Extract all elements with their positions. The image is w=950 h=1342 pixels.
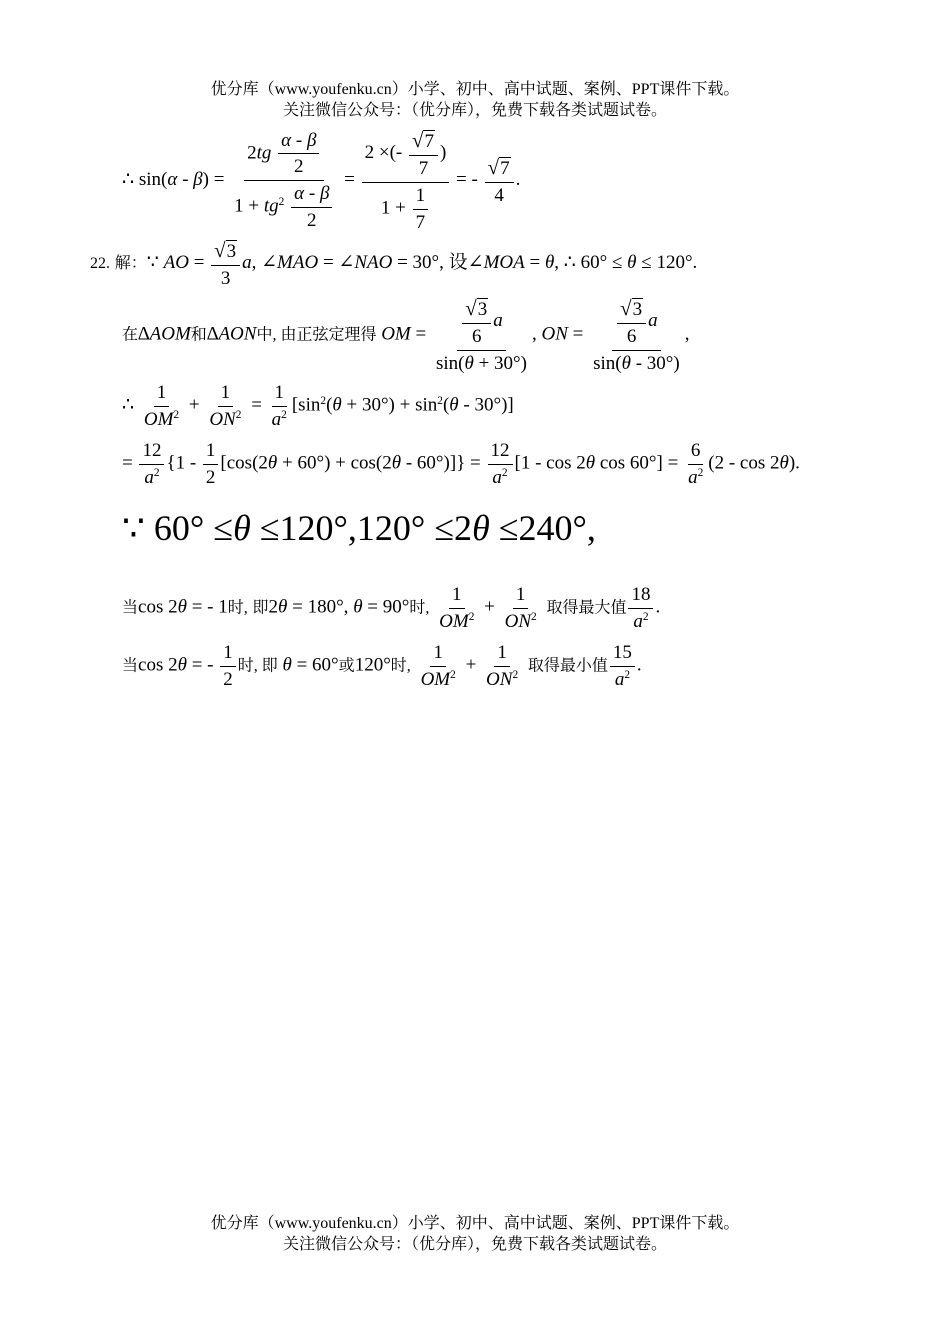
- footer-line-1: 优分库（www.youfenku.cn）小学、初中、高中试题、案例、PPT课件下载。: [210, 1215, 740, 1232]
- formula-sine-rule: 在∆AOM和∆AON中, 由正弦定理得 OM = $\frac{√3}{6}$ a sin(θ + 30°) , ON = $\frac{√3}{6}$ a sin(θ - 30°) ,: [122, 296, 690, 374]
- text-max: 取得最大值: [546, 599, 627, 617]
- header-line-1: 优分库（www.youfenku.cn）小学、初中、高中试题、案例、PPT课件下载。: [210, 81, 740, 98]
- footer-line-2: 关注微信公众号：（优分库），免费下载各类试题试卷。: [282, 1236, 667, 1253]
- text-in: 在: [122, 326, 139, 344]
- formula-simplification: = $\frac{12}{a^2}$ {1 - $\frac{1}{2}$ [cos(2θ + 60°) + cos(2θ - 60°)]} = $\frac{12}{a^2}$ [1 - cos 2θ cos 60°] = $\frac{6}{a^2}$ (2 - cos 2θ).: [122, 440, 800, 488]
- formula-maximum: 当cos 2θ = - 1时, 即2θ = 180°, θ = 90°时, $\frac{1}{OM^2}$ + $\frac{1}{ON^2}$ 取得最大值 $\frac{18}{a^2}$ .: [122, 584, 661, 632]
- formula-reciprocal-sum: ∴ $\frac{1}{OM^2}$ + $\frac{1}{ON^2}$ = $\frac{1}{a^2}$ $[\sin^2(\theta + 30^\circ) + \sin^2(\theta - 30^\circ)]$: [122, 382, 514, 430]
- text-middle: 中, 由正弦定理得: [256, 326, 377, 344]
- solve-label: 解：: [114, 255, 147, 273]
- header-line-2: 关注微信公众号：（优分库），免费下载各类试题试卷。: [282, 102, 667, 119]
- formula-ao-given: 22. 解：∵ AO = $\frac{√3}{3}$ a, ∠MAO = ∠NAO = 30°, 设∠MOA = θ, ∴ 60° ≤ θ ≤ 120°.: [90, 238, 698, 289]
- text-and: 和: [190, 326, 207, 344]
- text-min: 取得最小值: [527, 657, 608, 675]
- formula-theta-range: ∵ 60° ≤θ ≤120°,120° ≤2θ ≤240°,: [122, 508, 596, 548]
- page-footer: [0, 1213, 950, 1255]
- problem-number: 22.: [90, 255, 110, 273]
- text-when: 当: [122, 599, 139, 617]
- text-or: 或: [338, 657, 355, 675]
- text-time: 时,: [227, 599, 248, 617]
- formula-sin-alpha-minus-beta: ∴ sin(α - β) = 2tg $\frac{\alpha - \beta}{2}$ $1 + tg^2$ $\frac{\alpha - \beta}{2}$ = 2 ×(- $\frac{√7}{7}$ ) 1 + $\frac{1}{7}$ = - $\frac{√7}{4}$ .: [122, 128, 521, 233]
- formula-minimum: 当cos 2θ = - $\frac{1}{2}$ 时, 即 θ = 60°或120°时, $\frac{1}{OM^2}$ + $\frac{1}{ON^2}$ 取得最小值 $\frac{15}{a^2}$ .: [122, 642, 642, 690]
- text-ie: 即: [252, 599, 269, 617]
- page-header: [0, 79, 950, 121]
